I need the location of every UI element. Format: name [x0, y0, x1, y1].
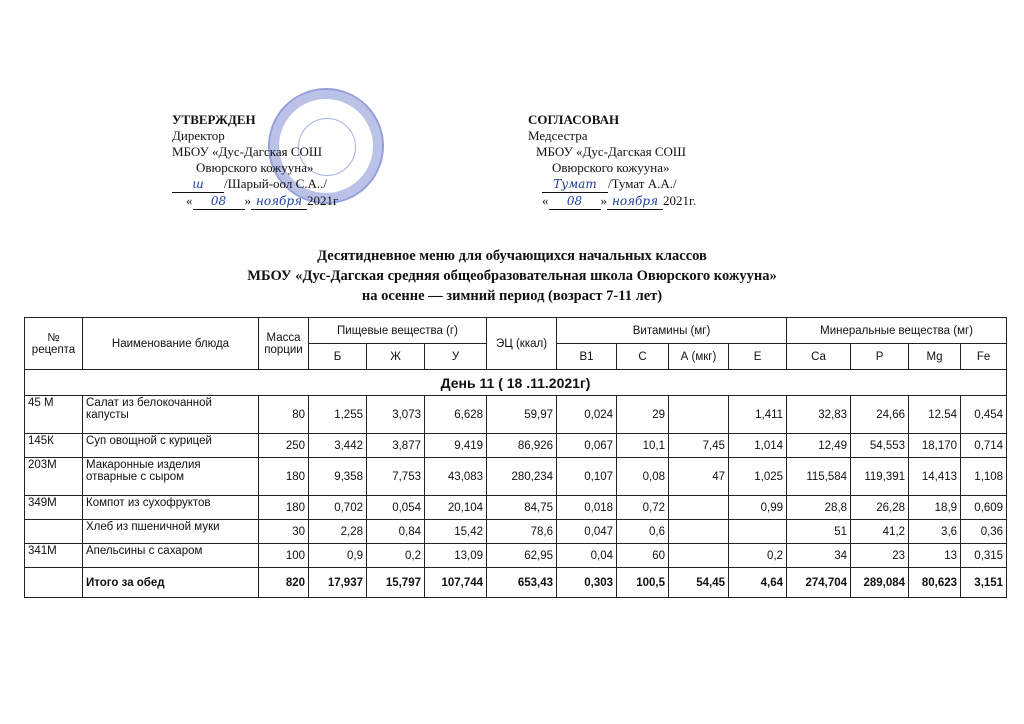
agreed-date-year: 2021г.	[663, 193, 697, 208]
total-b1: 0,303	[557, 568, 617, 598]
cell-p: 23	[851, 544, 909, 568]
dish-name: Салат из белокочанной капусты	[83, 396, 259, 434]
cell-b1: 0,024	[557, 396, 617, 434]
cell-zh: 0,2	[367, 544, 425, 568]
cell-mass: 100	[259, 544, 309, 568]
approved-date-day: 08	[193, 193, 245, 210]
total-u: 107,744	[425, 568, 487, 598]
header-u: У	[425, 344, 487, 370]
cell-p: 24,66	[851, 396, 909, 434]
table-row	[25, 496, 1007, 520]
cell-a: 7,45	[669, 434, 729, 458]
total-row	[25, 568, 1007, 598]
cell-mass: 180	[259, 496, 309, 520]
cell-a	[669, 520, 729, 544]
cell-u: 20,104	[425, 496, 487, 520]
header-dish: Наименование блюда	[83, 318, 259, 370]
cell-a: 47	[669, 458, 729, 496]
cell-p: 119,391	[851, 458, 909, 496]
table-row	[25, 434, 1007, 458]
total-code	[25, 568, 83, 598]
recipe-code: 145К	[25, 434, 83, 458]
cell-mg: 18,9	[909, 496, 961, 520]
director-signature-mark: ш	[172, 176, 224, 193]
approved-date-year: 2021г	[307, 193, 339, 208]
cell-b: 1,255	[309, 396, 367, 434]
total-e: 4,64	[729, 568, 787, 598]
header-zh: Ж	[367, 344, 425, 370]
total-mass: 820	[259, 568, 309, 598]
cell-ec: 280,234	[487, 458, 557, 496]
cell-ca: 115,584	[787, 458, 851, 496]
table-row	[25, 396, 1007, 434]
cell-a	[669, 496, 729, 520]
cell-mass: 250	[259, 434, 309, 458]
cell-ca: 28,8	[787, 496, 851, 520]
dish-name: Макаронные изделия отварные с сыром	[83, 458, 259, 496]
cell-zh: 0,84	[367, 520, 425, 544]
cell-fe: 1,108	[961, 458, 1007, 496]
cell-c: 10,1	[617, 434, 669, 458]
total-c: 100,5	[617, 568, 669, 598]
cell-e: 1,014	[729, 434, 787, 458]
cell-e: 1,025	[729, 458, 787, 496]
cell-e: 0,99	[729, 496, 787, 520]
agreed-block: СОГЛАСОВАН Медсестра МБОУ «Дус-Дагская СОШ Овюрского кожууна» Тумат /Тумат А.А./ « 08 » ноября 2021г.	[528, 112, 778, 210]
cell-mass: 30	[259, 520, 309, 544]
cell-mg: 3,6	[909, 520, 961, 544]
total-label: Итого за обед	[83, 568, 259, 598]
cell-mg: 12.54	[909, 396, 961, 434]
cell-e	[729, 520, 787, 544]
cell-b: 0,702	[309, 496, 367, 520]
header-e: Е	[729, 344, 787, 370]
approved-block: УТВЕРЖДЕН Директор МБОУ «Дус-Дагская СОШ Овюрского кожууна» ш /Шарый-оол С.А../ « 08 » ноября 2021г	[172, 112, 422, 210]
cell-c: 60	[617, 544, 669, 568]
recipe-code	[25, 520, 83, 544]
cell-ec: 86,926	[487, 434, 557, 458]
cell-c: 0,6	[617, 520, 669, 544]
total-b: 17,937	[309, 568, 367, 598]
menu-title-line3: на осенне — зимний период (возраст 7-11 лет)	[361, 288, 663, 304]
cell-c: 29	[617, 396, 669, 434]
cell-ec: 62,95	[487, 544, 557, 568]
agreed-signature-name: /Тумат А.А./	[608, 176, 677, 191]
cell-e: 1,411	[729, 396, 787, 434]
agreed-org-line2: Овюрского кожууна»	[552, 160, 670, 175]
cell-e: 0,2	[729, 544, 787, 568]
cell-u: 43,083	[425, 458, 487, 496]
header-fe: Fe	[961, 344, 1007, 370]
approved-signature-name: /Шарый-оол С.А../	[224, 176, 328, 191]
cell-mass: 80	[259, 396, 309, 434]
cell-b: 9,358	[309, 458, 367, 496]
header-b1: В1	[557, 344, 617, 370]
recipe-code: 45 М	[25, 396, 83, 434]
cell-fe: 0,36	[961, 520, 1007, 544]
header-b: Б	[309, 344, 367, 370]
approved-role: Директор	[172, 128, 225, 143]
cell-fe: 0,315	[961, 544, 1007, 568]
cell-fe: 0,714	[961, 434, 1007, 458]
cell-mg: 13	[909, 544, 961, 568]
recipe-code: 349М	[25, 496, 83, 520]
cell-mass: 180	[259, 458, 309, 496]
agreed-date-day: 08	[549, 193, 601, 210]
cell-b: 2,28	[309, 520, 367, 544]
cell-ec: 78,6	[487, 520, 557, 544]
cell-b1: 0,04	[557, 544, 617, 568]
header-mg: Mg	[909, 344, 961, 370]
cell-b1: 0,018	[557, 496, 617, 520]
header-c: С	[617, 344, 669, 370]
cell-b: 3,442	[309, 434, 367, 458]
agreed-date-month: ноября	[607, 193, 663, 210]
total-a: 54,45	[669, 568, 729, 598]
dish-name: Суп овощной с курицей	[83, 434, 259, 458]
header-minerals: Минеральные вещества (мг)	[787, 318, 1007, 344]
cell-u: 6,628	[425, 396, 487, 434]
cell-b: 0,9	[309, 544, 367, 568]
total-fe: 3,151	[961, 568, 1007, 598]
cell-ca: 12,49	[787, 434, 851, 458]
cell-p: 54,553	[851, 434, 909, 458]
cell-ec: 59,97	[487, 396, 557, 434]
total-mg: 80,623	[909, 568, 961, 598]
cell-mg: 14,413	[909, 458, 961, 496]
nurse-signature-mark: Тумат	[542, 176, 608, 193]
cell-fe: 0,609	[961, 496, 1007, 520]
table-row	[25, 520, 1007, 544]
cell-zh: 0,054	[367, 496, 425, 520]
header-recipe: № рецепта	[25, 318, 83, 370]
cell-zh: 3,073	[367, 396, 425, 434]
cell-p: 26,28	[851, 496, 909, 520]
approved-org-line1: МБОУ «Дус-Дагская СОШ	[172, 144, 323, 159]
dish-name: Хлеб из пшеничной муки	[83, 520, 259, 544]
cell-fe: 0,454	[961, 396, 1007, 434]
total-ec: 653,43	[487, 568, 557, 598]
cell-u: 9,419	[425, 434, 487, 458]
dish-name: Компот из сухофруктов	[83, 496, 259, 520]
cell-a	[669, 544, 729, 568]
total-ca: 274,704	[787, 568, 851, 598]
table-row	[25, 458, 1007, 496]
menu-title-line2: МБОУ «Дус-Дагская средняя общеобразовательная школа Овюрского кожууна»	[247, 268, 777, 284]
cell-ec: 84,75	[487, 496, 557, 520]
approved-org-line2: Овюрского кожууна»	[196, 160, 314, 175]
cell-b1: 0,047	[557, 520, 617, 544]
menu-table	[24, 317, 1007, 598]
dish-name: Апельсины с сахаром	[83, 544, 259, 568]
header-mass: Масса порции	[259, 318, 309, 370]
cell-ca: 51	[787, 520, 851, 544]
menu-title-line1: Десятидневное меню для обучающихся начальных классов	[317, 248, 707, 264]
header-vitamins: Витамины (мг)	[557, 318, 787, 344]
cell-u: 15,42	[425, 520, 487, 544]
total-p: 289,084	[851, 568, 909, 598]
header-p: Р	[851, 344, 909, 370]
approved-date-month: ноября	[251, 193, 307, 210]
cell-u: 13,09	[425, 544, 487, 568]
header-ca: Са	[787, 344, 851, 370]
cell-c: 0,08	[617, 458, 669, 496]
cell-p: 41,2	[851, 520, 909, 544]
header-nutrients: Пищевые вещества (г)	[309, 318, 487, 344]
cell-b1: 0,107	[557, 458, 617, 496]
header-a: А (мкг)	[669, 344, 729, 370]
cell-a	[669, 396, 729, 434]
cell-b1: 0,067	[557, 434, 617, 458]
agreed-title: СОГЛАСОВАН	[528, 112, 620, 127]
cell-zh: 3,877	[367, 434, 425, 458]
agreed-role: Медсестра	[528, 128, 588, 143]
cell-ca: 34	[787, 544, 851, 568]
cell-zh: 7,753	[367, 458, 425, 496]
recipe-code: 203М	[25, 458, 83, 496]
cell-c: 0,72	[617, 496, 669, 520]
approved-title: УТВЕРЖДЕН	[172, 112, 256, 127]
day-label: День 11 ( 18 .11.2021г)	[25, 370, 1007, 396]
cell-mg: 18,170	[909, 434, 961, 458]
recipe-code: 341М	[25, 544, 83, 568]
header-energy: ЭЦ (ккал)	[487, 318, 557, 370]
total-zh: 15,797	[367, 568, 425, 598]
agreed-org-line1: МБОУ «Дус-Дагская СОШ	[536, 144, 687, 159]
table-row	[25, 544, 1007, 568]
cell-ca: 32,83	[787, 396, 851, 434]
